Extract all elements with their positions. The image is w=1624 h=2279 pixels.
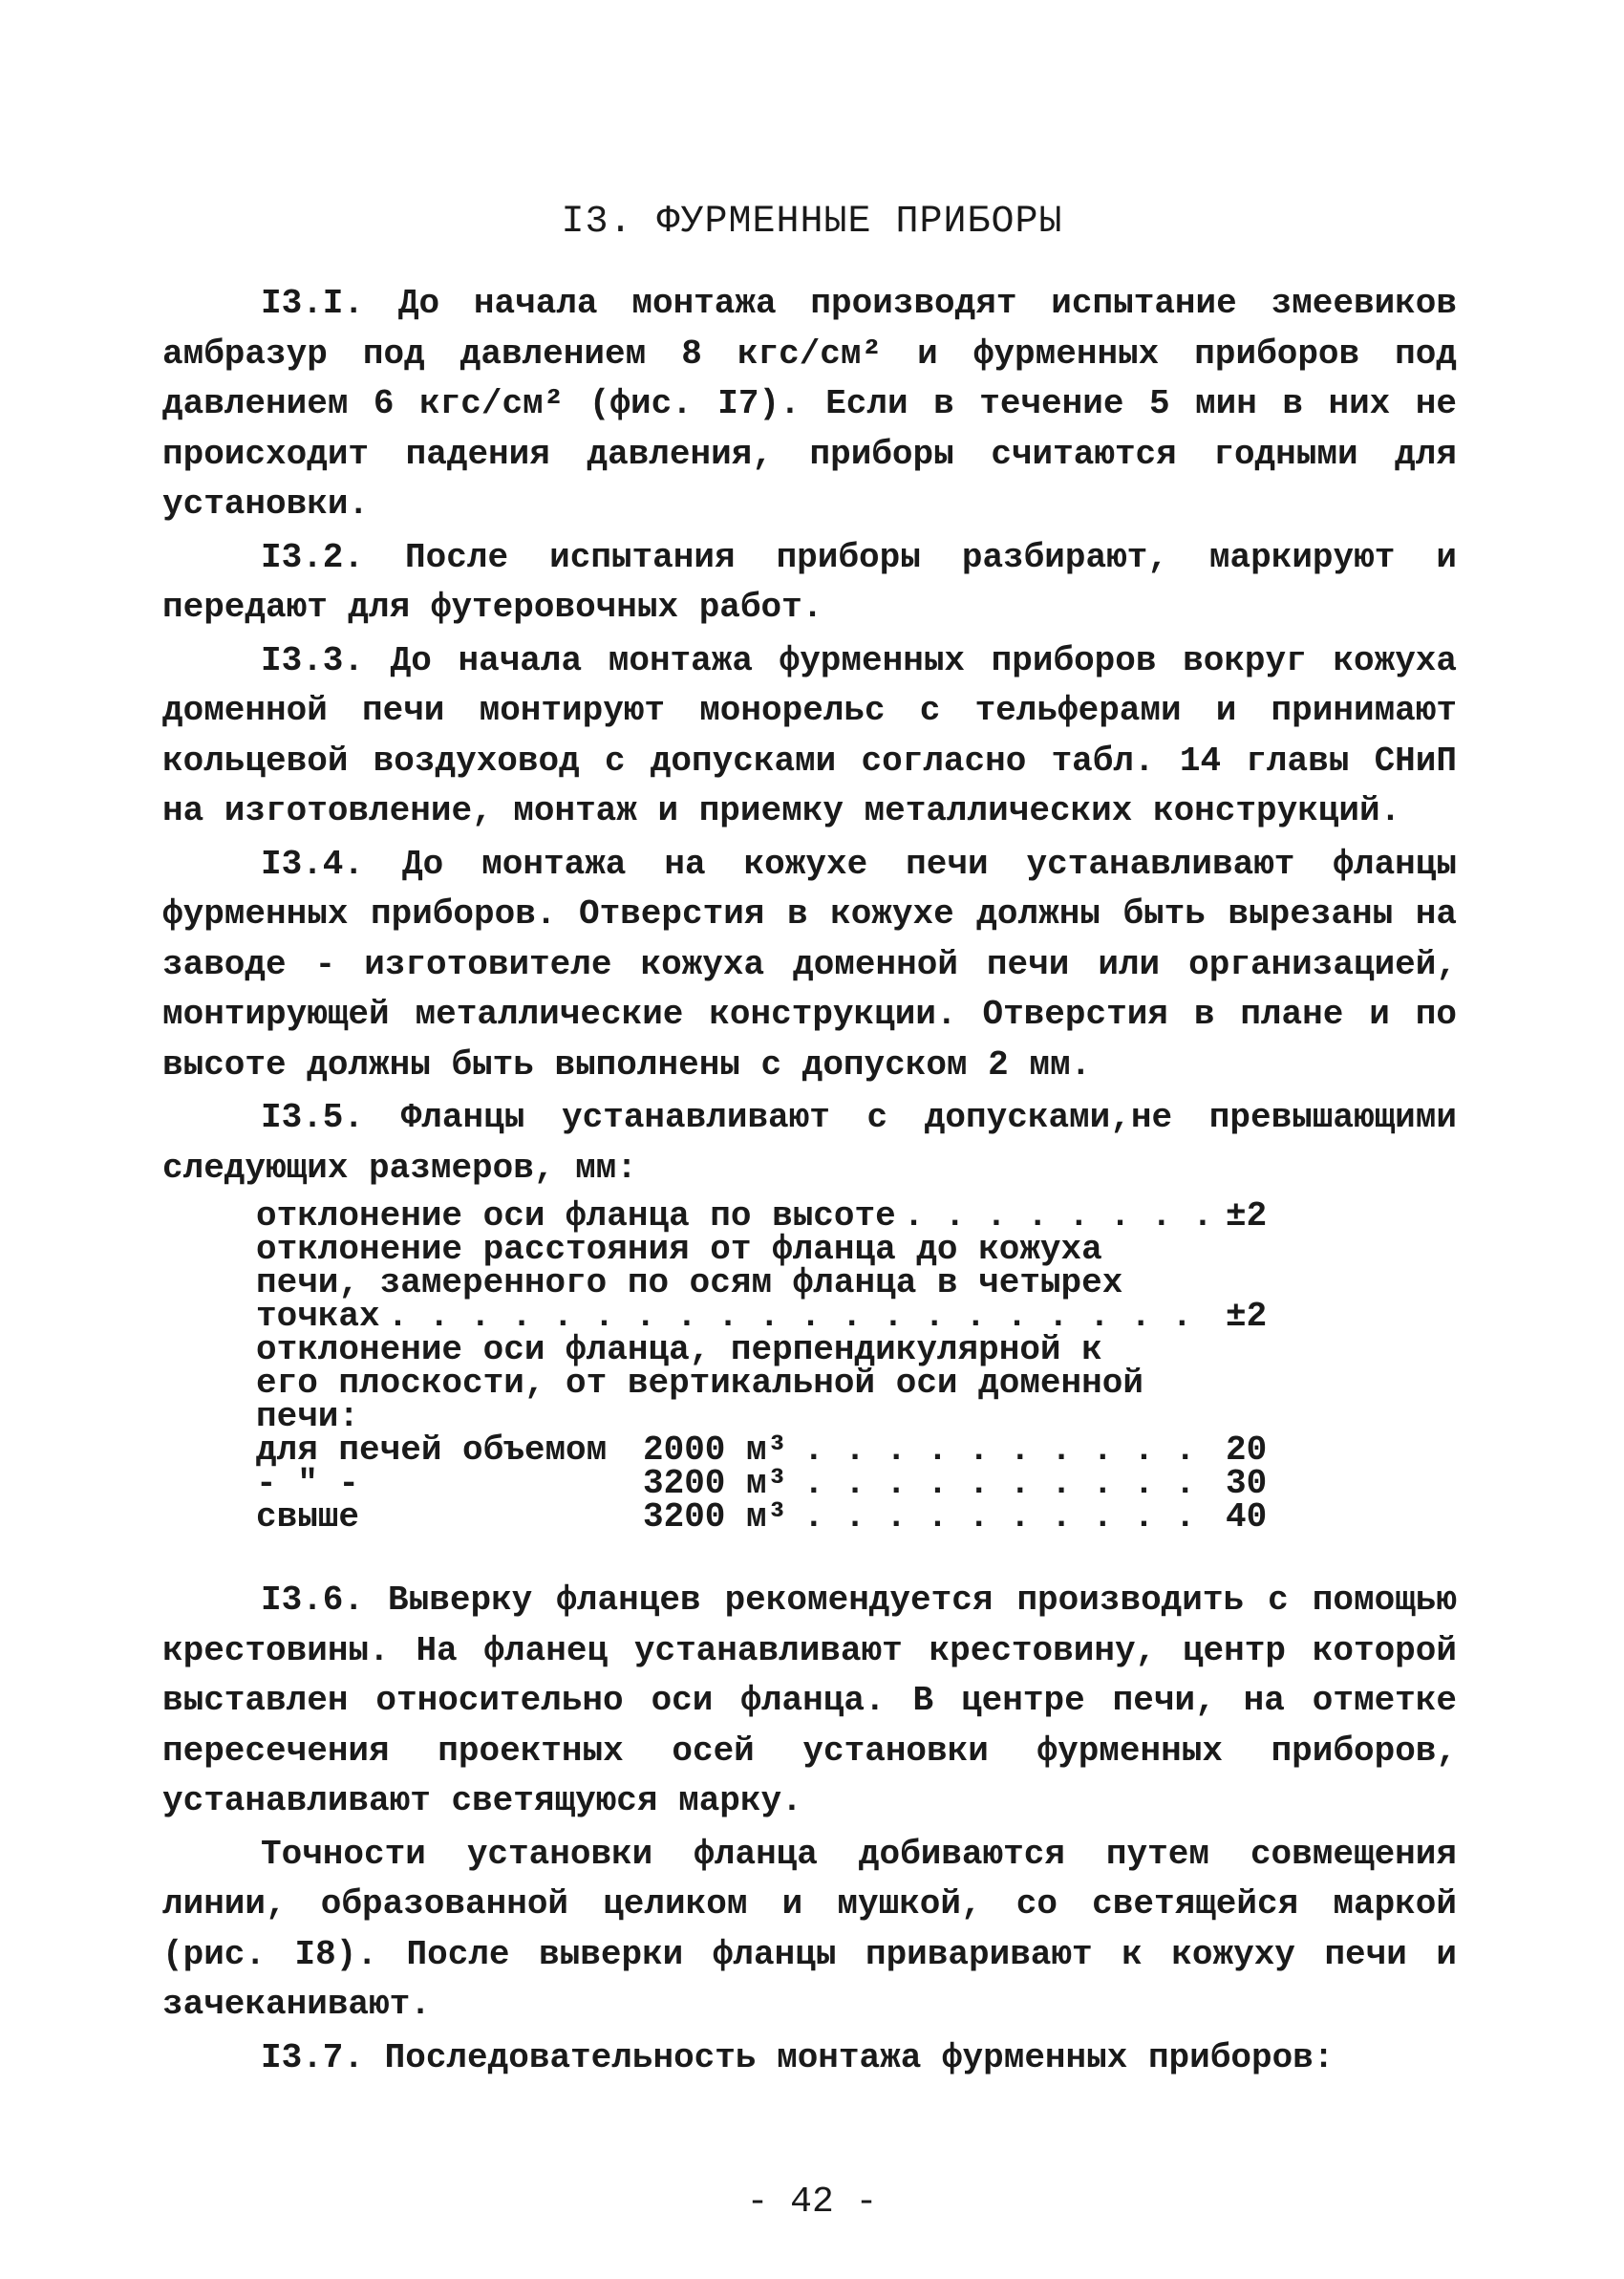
tolerance-subrow [256, 1497, 1283, 1537]
tolerance-label: точках [256, 1297, 380, 1336]
tolerance-label-line: отклонение оси фланца, перпендикулярной к [256, 1330, 1102, 1369]
tolerance-value: ±2 [1226, 1196, 1268, 1236]
tolerance-label: отклонение оси фланца по высоте [256, 1196, 896, 1236]
paragraph-flange-accuracy: Точности установки фланца добиваются путем совмещения линии, образованной целиком и мушкой, со светящейся маркой (рис. I8). После выверки фланцы приваривают к кожуху печи и зачеканивают. [162, 1834, 1457, 2024]
paragraph-13-3: I3.3. До начала монтажа фурменных приборов вокруг кожуха доменной печи монтируют монорельс с тельферами и принимают кольцевой воздуховод с допусками согласно табл. 14 главы СНиП на изготовление, монтаж и приемку металлических конструкций. [162, 640, 1457, 830]
paragraph-13-2: I3.2. После испытания приборы разбирают, маркируют и передают для футеровочных работ. [162, 537, 1457, 627]
tolerance-label-line: его плоскости, от вертикальной оси доменной [256, 1364, 1143, 1403]
tolerance-list [256, 1196, 1283, 1537]
tolerance-subrow [256, 1430, 1283, 1470]
tolerance-label-line: отклонение расстояния от фланца до кожуха [256, 1230, 1102, 1269]
dot-leader [803, 1500, 1218, 1534]
paragraph-13-1: I3.I. До начала монтажа производят испытание змеевиков амбразур под давлением 8 кгс/см² и фурменных приборов под давлением 6 кгс/см² (фис. I7). Если в течение 5 мин в них не происходит падения давления, приборы считаются годными для установки. [162, 284, 1457, 524]
tolerance-value: 40 [1226, 1497, 1268, 1537]
dot-leader [803, 1433, 1218, 1467]
furnace-volume: 3200 м³ [643, 1464, 788, 1503]
paragraph-13-6: I3.6. Выверку фланцев рекомендуется производить с помощью крестовины. На фланец устанавливают крестовину, центр которой выставлен относительно оси фланца. В центре печи, на отметке пересечения проектных осей установки фурменных приборов, устанавливают светящуюся марку. [162, 1580, 1457, 1820]
dot-leader [904, 1199, 1218, 1233]
tolerance-value: 30 [1226, 1464, 1268, 1503]
paragraph-13-4: I3.4. До монтажа на кожухе печи устанавливают фланцы фурменных приборов. Отверстия в кожухе должны быть вырезаны на заводе - изготовителе кожуха доменной печи или организацией, монтирующей металлические конструкции. Отверстия в плане и по высоте должны быть выполнены с допуском 2 мм. [162, 844, 1457, 1085]
furnace-volume-label: для печей объемом [256, 1430, 608, 1470]
dot-leader [803, 1467, 1218, 1500]
tolerance-row [256, 1196, 1283, 1236]
tolerance-label-line: печи, замеренного по осям фланца в четырех [256, 1263, 1123, 1302]
tolerance-label-line: печи: [256, 1397, 360, 1436]
section-title: I3. ФУРМЕННЫЕ ПРИБОРЫ [561, 201, 1063, 244]
tolerance-value: ±2 [1226, 1297, 1268, 1336]
tolerance-subrow [256, 1464, 1283, 1503]
furnace-volume-label: - " - [256, 1464, 360, 1503]
paragraph-13-7: I3.7. Последовательность монтажа фурменных приборов: [261, 2037, 1335, 2077]
page-number: - 42 - [746, 2182, 878, 2223]
paragraph-13-5: I3.5. Фланцы устанавливают с допусками,не превышающими следующих размеров, мм: [162, 1098, 1457, 1188]
furnace-volume: 3200 м³ [643, 1497, 788, 1537]
furnace-volume: 2000 м³ [643, 1430, 788, 1470]
document-body [162, 279, 1457, 2086]
tolerance-row [256, 1297, 1283, 1336]
furnace-volume-label: свыше [256, 1497, 360, 1537]
tolerance-value: 20 [1226, 1430, 1268, 1470]
dot-leader [388, 1300, 1218, 1333]
